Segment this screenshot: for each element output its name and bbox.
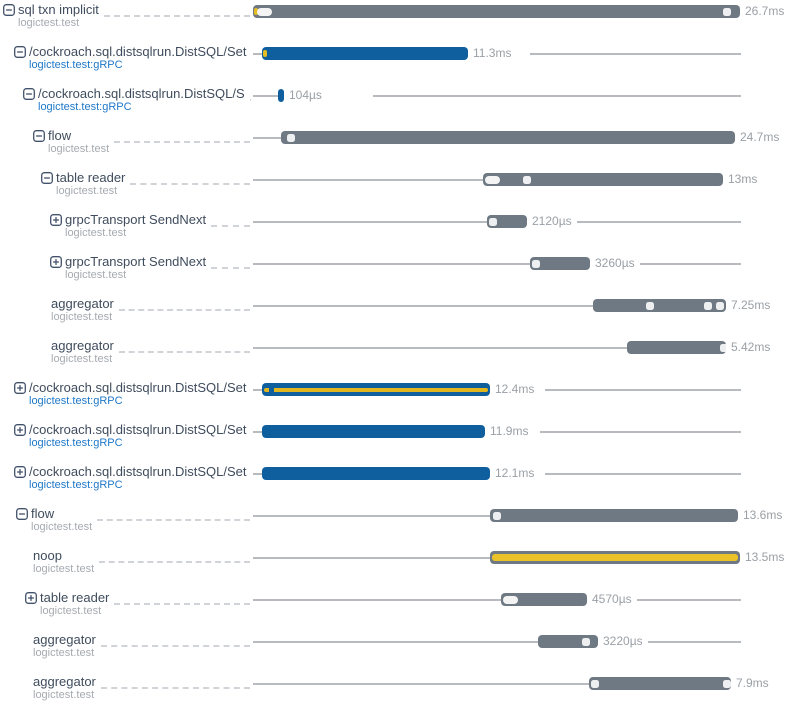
trace-row (0, 546, 786, 588)
span-title: table reader (56, 170, 126, 185)
span-duration: 4570µs (592, 592, 632, 606)
timeline-line-left (253, 683, 589, 685)
span-subtitle: logictest.test (40, 605, 102, 617)
timeline-line-left (253, 557, 490, 559)
timeline-line-right (640, 263, 741, 265)
span-label-zone (0, 422, 253, 452)
trace-row (0, 504, 786, 546)
trace-row (0, 294, 786, 336)
span-bar[interactable] (262, 425, 485, 438)
expand-icon[interactable] (25, 592, 37, 604)
span-label-zone (0, 254, 253, 284)
span-subtitle: logictest.test:gRPC (29, 437, 123, 449)
span-subtitle: logictest.test (65, 227, 127, 239)
span-label-text (18, 2, 99, 29)
expand-icon[interactable] (14, 466, 26, 478)
span-title: aggregator (51, 296, 114, 311)
span-duration: 11.3ms (473, 46, 512, 60)
span-title: noop (33, 548, 62, 563)
trace-row (0, 0, 786, 42)
span-timeline (253, 630, 786, 672)
timeline-line-left (253, 599, 501, 601)
span-timeline (253, 462, 786, 504)
span-duration: 7.9ms (736, 676, 769, 690)
event-dot-marker (493, 512, 501, 520)
event-dot-marker (720, 344, 728, 352)
span-stripe-yellow (264, 388, 488, 392)
timeline-line-left (253, 263, 530, 265)
timeline-line-left (253, 347, 627, 349)
span-timeline (253, 294, 786, 336)
span-label-text (40, 590, 109, 617)
timeline-line-left (253, 305, 593, 307)
span-timeline (253, 672, 786, 714)
span-label-zone (0, 212, 253, 242)
span-label-zone (0, 590, 253, 620)
timeline-line-right (545, 389, 741, 391)
expand-icon[interactable] (50, 214, 62, 226)
span-duration: 26.7ms (745, 4, 785, 18)
span-timeline (253, 378, 786, 420)
span-label-text (29, 422, 245, 449)
event-dot-marker (646, 302, 654, 310)
span-label-text (65, 254, 206, 281)
span-label-text (65, 212, 206, 239)
trace-row (0, 126, 786, 168)
span-label-zone (0, 380, 253, 410)
event-dot-marker (489, 218, 497, 226)
timeline-line-left (253, 95, 278, 97)
span-duration: 2120µs (532, 214, 572, 228)
span-title: sql txn implicit (18, 2, 99, 17)
timeline-line-left (253, 221, 487, 223)
span-label-text (29, 464, 245, 491)
timeline-line-right (545, 473, 741, 475)
collapse-icon[interactable] (16, 508, 28, 520)
start-marker (263, 50, 267, 57)
span-subtitle: logictest.test (31, 521, 93, 533)
span-label-text (33, 674, 96, 701)
span-bar[interactable] (262, 467, 490, 480)
span-bar[interactable] (253, 5, 740, 18)
span-timeline (253, 42, 786, 84)
span-subtitle: logictest.test:gRPC (29, 59, 123, 71)
collapse-icon[interactable] (14, 46, 26, 58)
span-subtitle: logictest.test (18, 17, 80, 29)
span-label-zone (0, 44, 253, 74)
span-bar[interactable] (627, 341, 726, 354)
span-title: flow (48, 128, 72, 143)
span-duration: 13.5ms (745, 550, 785, 564)
span-subtitle: logictest.test (33, 563, 95, 575)
span-duration: 13.6ms (743, 508, 783, 522)
span-label-zone (0, 2, 253, 32)
span-bar[interactable] (262, 47, 468, 60)
span-timeline (253, 546, 786, 588)
collapse-icon[interactable] (41, 172, 53, 184)
span-label-zone (0, 632, 253, 662)
span-subtitle: logictest.test (51, 311, 113, 323)
span-subtitle: logictest.test (33, 647, 95, 659)
span-subtitle: logictest.test (48, 143, 110, 155)
span-bar[interactable] (589, 677, 731, 690)
span-bar[interactable] (490, 551, 740, 564)
span-timeline (253, 210, 786, 252)
expand-icon[interactable] (50, 256, 62, 268)
event-dot-marker (723, 680, 731, 688)
span-label-zone (0, 506, 253, 536)
trace-row (0, 210, 786, 252)
timeline-line-right (530, 53, 741, 55)
span-timeline (253, 504, 786, 546)
span-label-text (48, 128, 109, 155)
span-bar[interactable] (281, 131, 735, 144)
span-subtitle: logictest.test (33, 689, 95, 701)
span-label-zone (0, 338, 253, 368)
span-duration: 12.1ms (495, 466, 535, 480)
span-bar[interactable] (278, 89, 284, 102)
trace-row (0, 462, 786, 504)
span-label-text (51, 338, 114, 365)
expand-icon[interactable] (14, 424, 26, 436)
leader-dashed-line (211, 267, 250, 269)
event-dot-marker (591, 680, 599, 688)
timeline-line-left (253, 53, 262, 55)
span-timeline (253, 0, 786, 42)
span-title: aggregator (33, 632, 96, 647)
event-pill-marker (257, 8, 272, 16)
event-dot-marker (287, 134, 295, 142)
trace-row (0, 378, 786, 420)
timeline-line-left (253, 431, 262, 433)
span-title: flow (31, 506, 55, 521)
span-label-text (31, 506, 92, 533)
timeline-line-right (540, 431, 741, 433)
span-title: /cockroach.sql.distsqlrun.DistSQL/Set (29, 422, 247, 437)
trace-row (0, 420, 786, 462)
span-duration: 3220µs (603, 634, 643, 648)
span-duration: 11.9ms (490, 424, 529, 438)
span-label-text (56, 170, 125, 197)
span-label-zone (0, 170, 253, 200)
timeline-line-left (253, 473, 262, 475)
span-bar[interactable] (262, 383, 490, 396)
span-title: aggregator (33, 674, 96, 689)
event-dot-marker (523, 176, 531, 184)
span-subtitle: logictest.test:gRPC (29, 479, 123, 491)
trace-row (0, 84, 786, 126)
span-bar[interactable] (530, 257, 590, 270)
span-title: table reader (40, 590, 110, 605)
timeline-line-left (253, 515, 490, 517)
span-label-zone (0, 128, 253, 158)
event-pill-marker (503, 596, 518, 604)
timeline-line-right (637, 599, 741, 601)
span-bar[interactable] (501, 593, 587, 606)
span-bar[interactable] (487, 215, 527, 228)
leader-dashed-line (104, 15, 250, 17)
timeline-line-right (648, 641, 741, 643)
leader-dashed-line (114, 141, 250, 143)
span-bar[interactable] (593, 299, 726, 312)
trace-row (0, 42, 786, 84)
span-subtitle: logictest.test (56, 185, 118, 197)
timeline-line-left (253, 389, 262, 391)
span-title: /cockroach.sql.distsqlrun.DistSQL/Set (29, 44, 247, 59)
timeline-line-right (373, 95, 741, 97)
span-timeline (253, 168, 786, 210)
span-label-text (29, 380, 245, 407)
span-timeline (253, 420, 786, 462)
event-dot-marker (704, 302, 712, 310)
span-subtitle: logictest.test:gRPC (29, 395, 123, 407)
span-bar[interactable] (538, 635, 598, 648)
span-bar[interactable] (490, 509, 738, 522)
span-label-text (33, 632, 96, 659)
span-subtitle: logictest.test (65, 269, 127, 281)
span-label-text (29, 44, 245, 71)
span-label-zone (0, 464, 253, 494)
span-subtitle: logictest.test (51, 353, 113, 365)
span-label-zone (0, 674, 253, 704)
event-dot-marker (582, 638, 590, 646)
span-duration: 7.25ms (731, 298, 771, 312)
leader-dashed-line (119, 351, 250, 353)
collapse-icon[interactable] (23, 88, 35, 100)
collapse-icon[interactable] (33, 130, 45, 142)
stripe-gap (269, 388, 274, 392)
span-title: /cockroach.sql.distsqlrun.DistSQL/Set (29, 380, 247, 395)
trace-row (0, 252, 786, 294)
span-timeline (253, 84, 786, 126)
collapse-icon[interactable] (3, 4, 15, 16)
event-dot-marker (716, 302, 724, 310)
leader-dashed-line (114, 603, 250, 605)
event-dot-marker (532, 260, 540, 268)
timeline-line-left (253, 641, 538, 643)
span-label-zone (0, 86, 253, 116)
span-title: aggregator (51, 338, 114, 353)
span-label-zone (0, 548, 253, 578)
span-duration: 3260µs (595, 256, 635, 270)
leader-dashed-line (130, 183, 250, 185)
leader-dashed-line (99, 561, 250, 563)
span-timeline (253, 126, 786, 168)
expand-icon[interactable] (14, 382, 26, 394)
span-duration: 12.4ms (495, 382, 535, 396)
trace-row (0, 168, 786, 210)
leader-dashed-line (211, 225, 250, 227)
span-label-text (33, 548, 94, 575)
span-subtitle: logictest.test:gRPC (38, 101, 132, 113)
span-duration: 5.42ms (731, 340, 771, 354)
span-timeline (253, 252, 786, 294)
span-title: grpcTransport SendNext (65, 212, 207, 227)
span-timeline (253, 588, 786, 630)
leader-dashed-line (119, 309, 250, 311)
span-duration: 104µs (289, 88, 322, 102)
trace-row (0, 630, 786, 672)
span-label-text (38, 86, 245, 113)
span-title: /cockroach.sql.distsqlrun.DistSQL/S (38, 86, 245, 101)
span-label-text (51, 296, 114, 323)
span-duration: 24.7ms (740, 130, 780, 144)
leader-dashed-line (101, 645, 250, 647)
span-title: grpcTransport SendNext (65, 254, 207, 269)
leader-dashed-line (101, 687, 250, 689)
leader-dashed-line (97, 519, 250, 521)
span-bar[interactable] (483, 173, 723, 186)
span-timeline (253, 336, 786, 378)
timeline-line-left (253, 179, 483, 181)
event-pill-marker (485, 176, 500, 184)
trace-row (0, 588, 786, 630)
event-dot-marker (723, 8, 731, 16)
timeline-line-left (253, 137, 281, 139)
span-label-zone (0, 296, 253, 326)
span-title: /cockroach.sql.distsqlrun.DistSQL/Set (29, 464, 247, 479)
trace-row (0, 336, 786, 378)
span-duration: 13ms (728, 172, 758, 186)
timeline-line-right (577, 221, 741, 223)
trace-row (0, 672, 786, 714)
span-stripe-yellow (492, 554, 738, 561)
